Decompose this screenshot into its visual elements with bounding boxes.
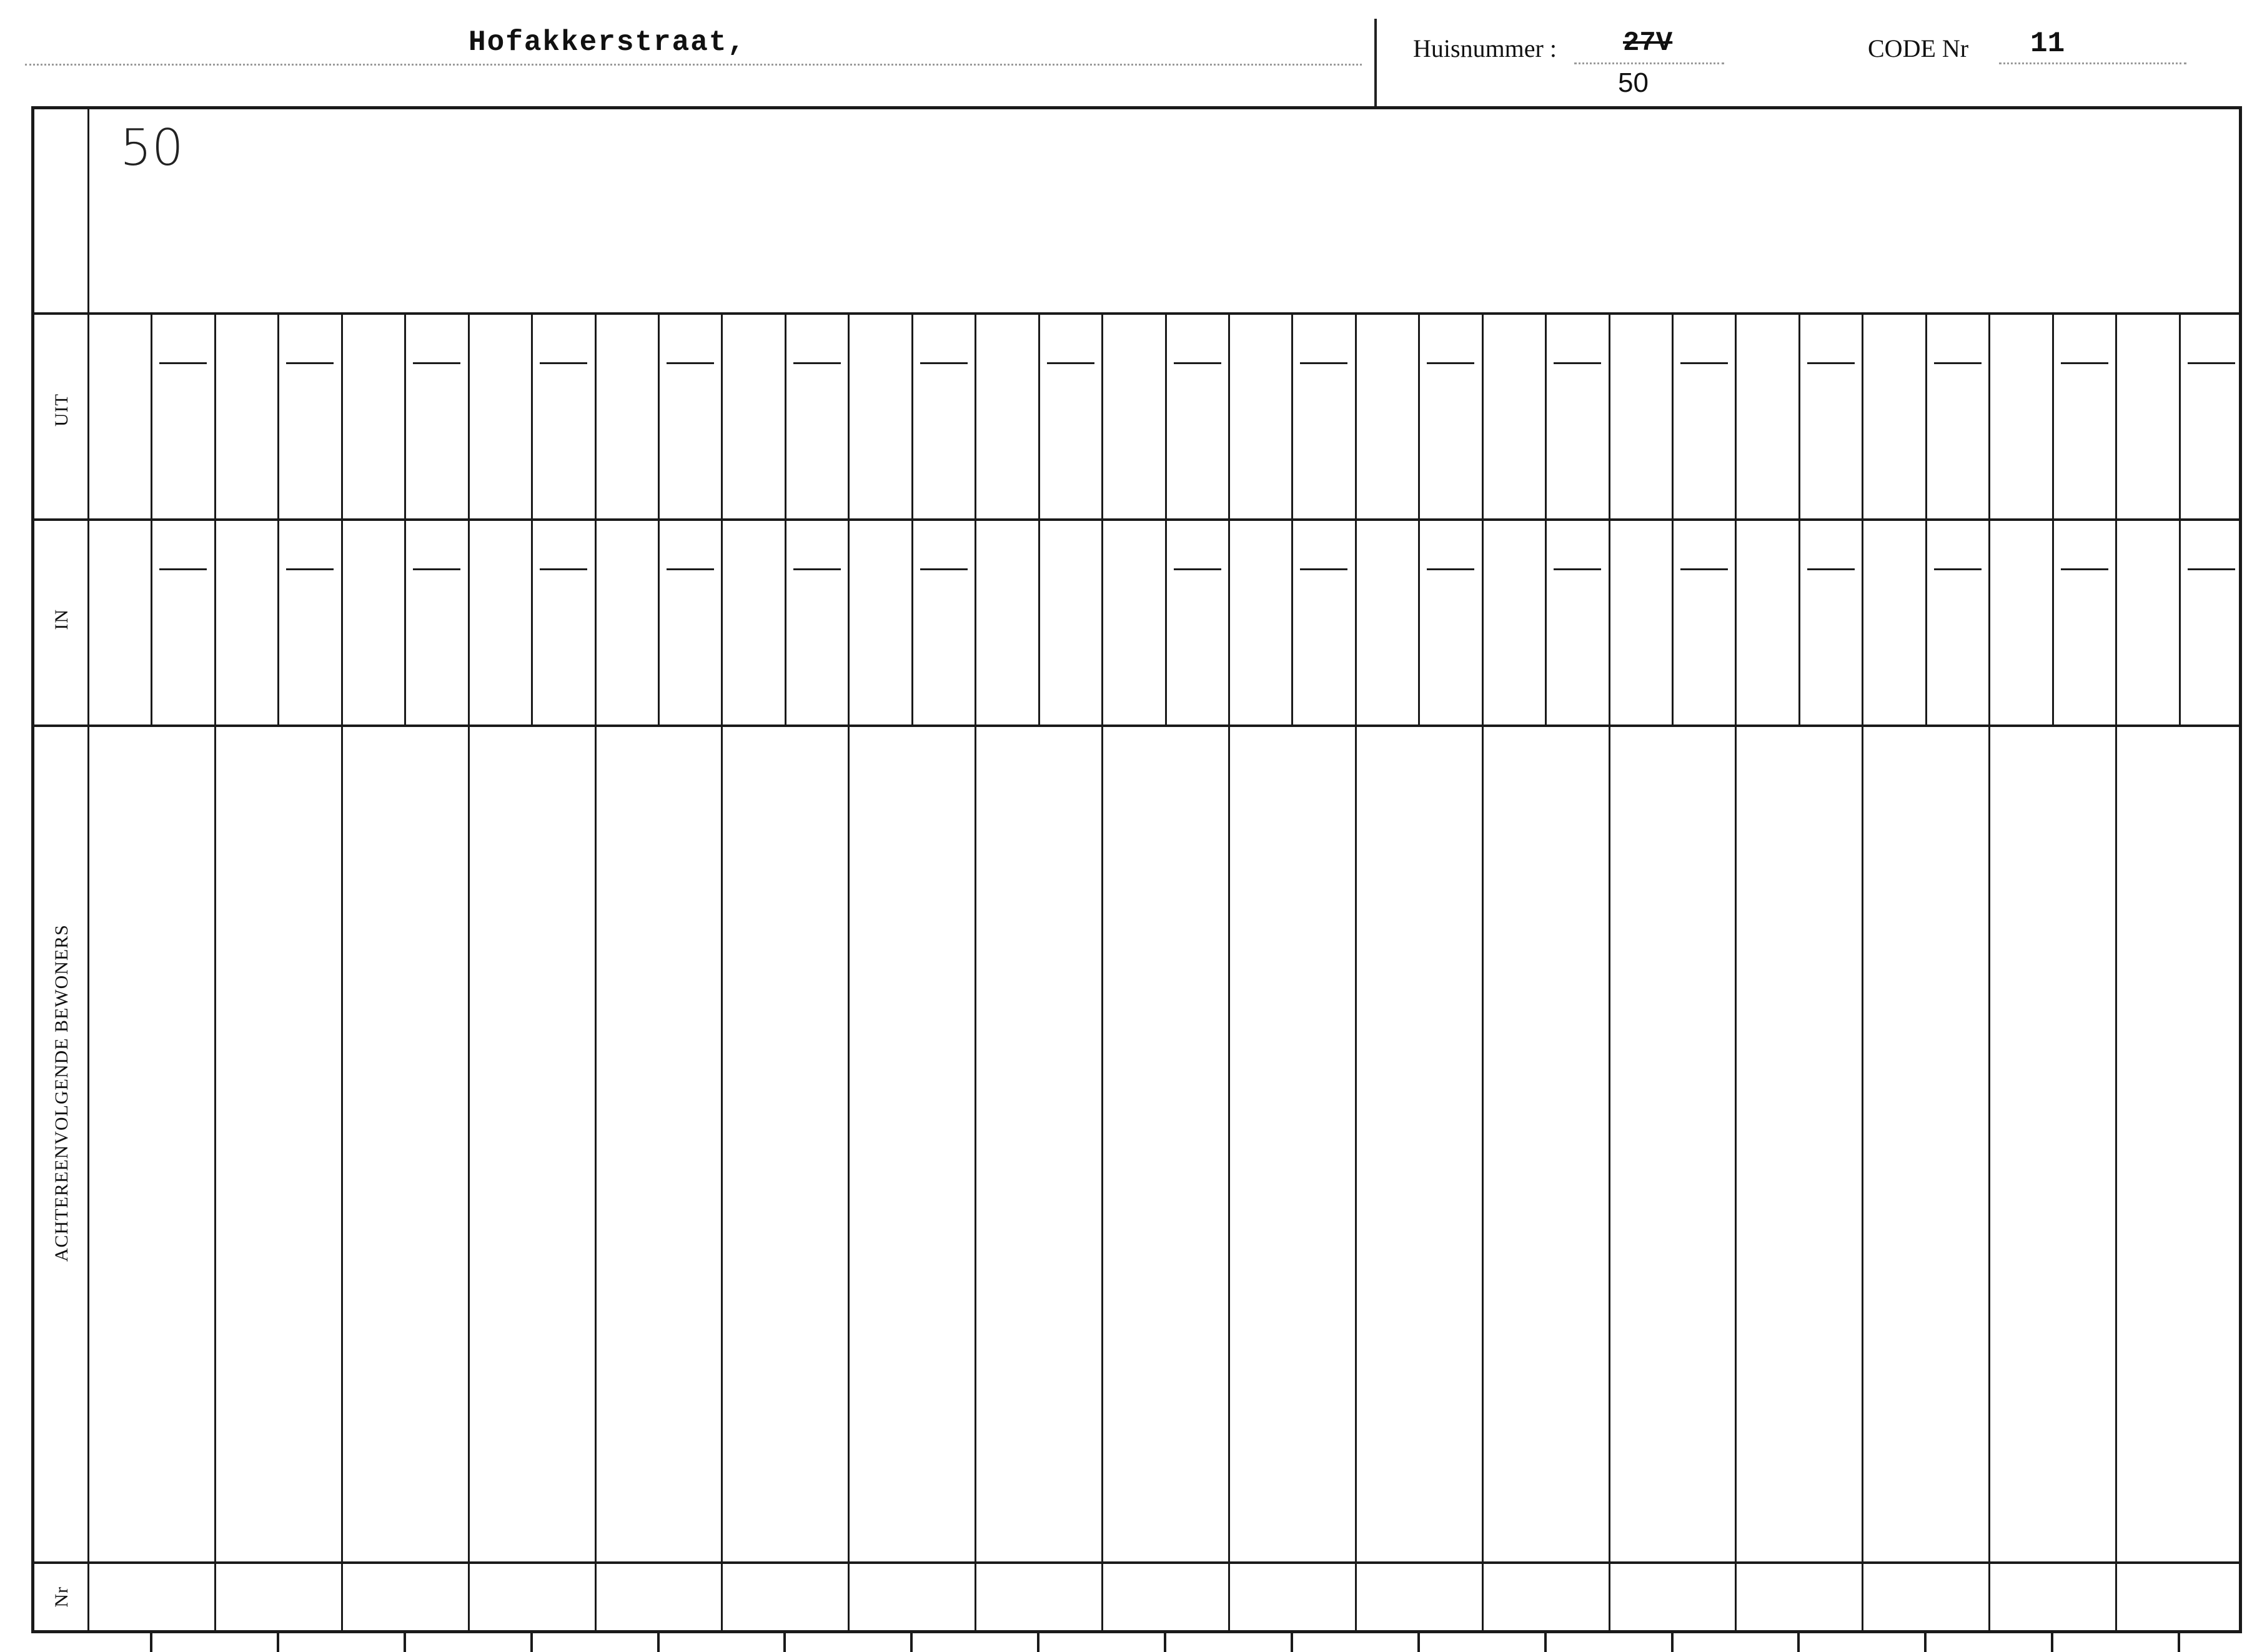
uit-dash [1554,362,1601,364]
column-line [2115,312,2117,1633]
half-column-line [277,312,279,725]
half-column-line [1038,312,1040,725]
in-dash [159,568,207,570]
in-dash [1807,568,1855,570]
uit-dash [1427,362,1474,364]
column-line [848,312,850,1633]
handwritten-number: 50 [120,119,184,177]
in-dash [1680,568,1728,570]
half-column-line [785,312,786,725]
row-label-residents: ACHTEREENVOLGENDE BEWONERS [51,924,72,1262]
column-line [1988,312,1990,1633]
uit-dash [1680,362,1728,364]
code-dotted-line [1999,62,2186,64]
uit-dash [1174,362,1221,364]
in-dash [540,568,587,570]
bottom-tick [404,1633,406,1652]
column-line [721,312,723,1633]
half-column-line [911,312,913,725]
column-line [595,312,597,1633]
header-separator [1374,19,1377,106]
in-dash [1554,568,1601,570]
column-line [1862,312,1863,1633]
column-line [214,312,216,1633]
label-column-divider [87,106,89,1633]
top-short-divider [31,312,87,315]
uit-dash [1807,362,1855,364]
uit-dash [1300,362,1347,364]
bottom-tick [530,1633,533,1652]
bottom-tick [1544,1633,1547,1652]
in-dash [413,568,460,570]
in-dash [793,568,841,570]
uit-dash [2188,362,2235,364]
bottom-tick [2051,1633,2053,1652]
half-column-line [1291,312,1293,725]
street-name: Hofakkerstraat, [469,26,747,59]
in-dash [1427,568,1474,570]
in-dash [1934,568,1982,570]
half-column-line [1925,312,1927,725]
uit-row-divider [31,518,2242,521]
half-column-line [2052,312,2054,725]
uit-dash [286,362,334,364]
half-column-line [2179,312,2181,725]
uit-dash [920,362,968,364]
half-column-line [1165,312,1167,725]
bottom-tick [277,1633,279,1652]
code-label: CODE Nr [1868,34,1969,62]
column-line [1228,312,1230,1633]
half-column-line [1545,312,1547,725]
column-line [1482,312,1484,1633]
house-number-label: Huisnummer : [1413,34,1557,62]
uit-dash [413,362,460,364]
uit-dash [159,362,207,364]
half-column-line [1672,312,1674,725]
uit-dash [2061,362,2108,364]
bottom-tick [150,1633,152,1652]
bottom-tick [1164,1633,1166,1652]
in-dash [1300,568,1347,570]
column-line [975,312,976,1633]
uit-dash [1934,362,1982,364]
half-column-line [658,312,660,725]
form-frame [31,106,2242,1633]
half-column-line [1798,312,1800,725]
in-dash [1174,568,1221,570]
residents-row-divider [31,1561,2242,1564]
half-column-line [531,312,533,725]
house-number-new: 50 [1618,67,1649,98]
in-dash [2188,568,2235,570]
bottom-tick [1671,1633,1674,1652]
in-dash [2061,568,2108,570]
uit-dash [540,362,587,364]
row-label-nr: Nr [51,1586,72,1608]
uit-dash [667,362,714,364]
column-line [341,312,343,1633]
row-label-in: IN [51,609,72,630]
column-line [1735,312,1737,1633]
in-dash [667,568,714,570]
house-number-old: 27V [1623,27,1673,59]
column-line [1609,312,1610,1633]
column-line [468,312,470,1633]
bottom-tick [783,1633,786,1652]
in-row-divider [31,725,2242,727]
bottom-tick [657,1633,660,1652]
bottom-tick [2178,1633,2180,1652]
in-dash [920,568,968,570]
uit-dash [793,362,841,364]
bottom-tick [1797,1633,1800,1652]
half-column-line [1418,312,1420,725]
column-line [1355,312,1357,1633]
house-number-dotted-line [1574,62,1724,64]
half-column-line [404,312,406,725]
uit-dash [1047,362,1094,364]
bottom-tick [1291,1633,1293,1652]
street-dotted-line [25,64,1362,66]
half-column-line [151,312,152,725]
code-value: 11 [2030,27,2065,60]
bottom-tick [1037,1633,1039,1652]
in-dash [286,568,334,570]
bottom-tick [910,1633,913,1652]
bottom-tick [1924,1633,1927,1652]
bottom-tick [1417,1633,1420,1652]
row-label-uit: UIT [51,393,72,427]
column-line [1101,312,1103,1633]
